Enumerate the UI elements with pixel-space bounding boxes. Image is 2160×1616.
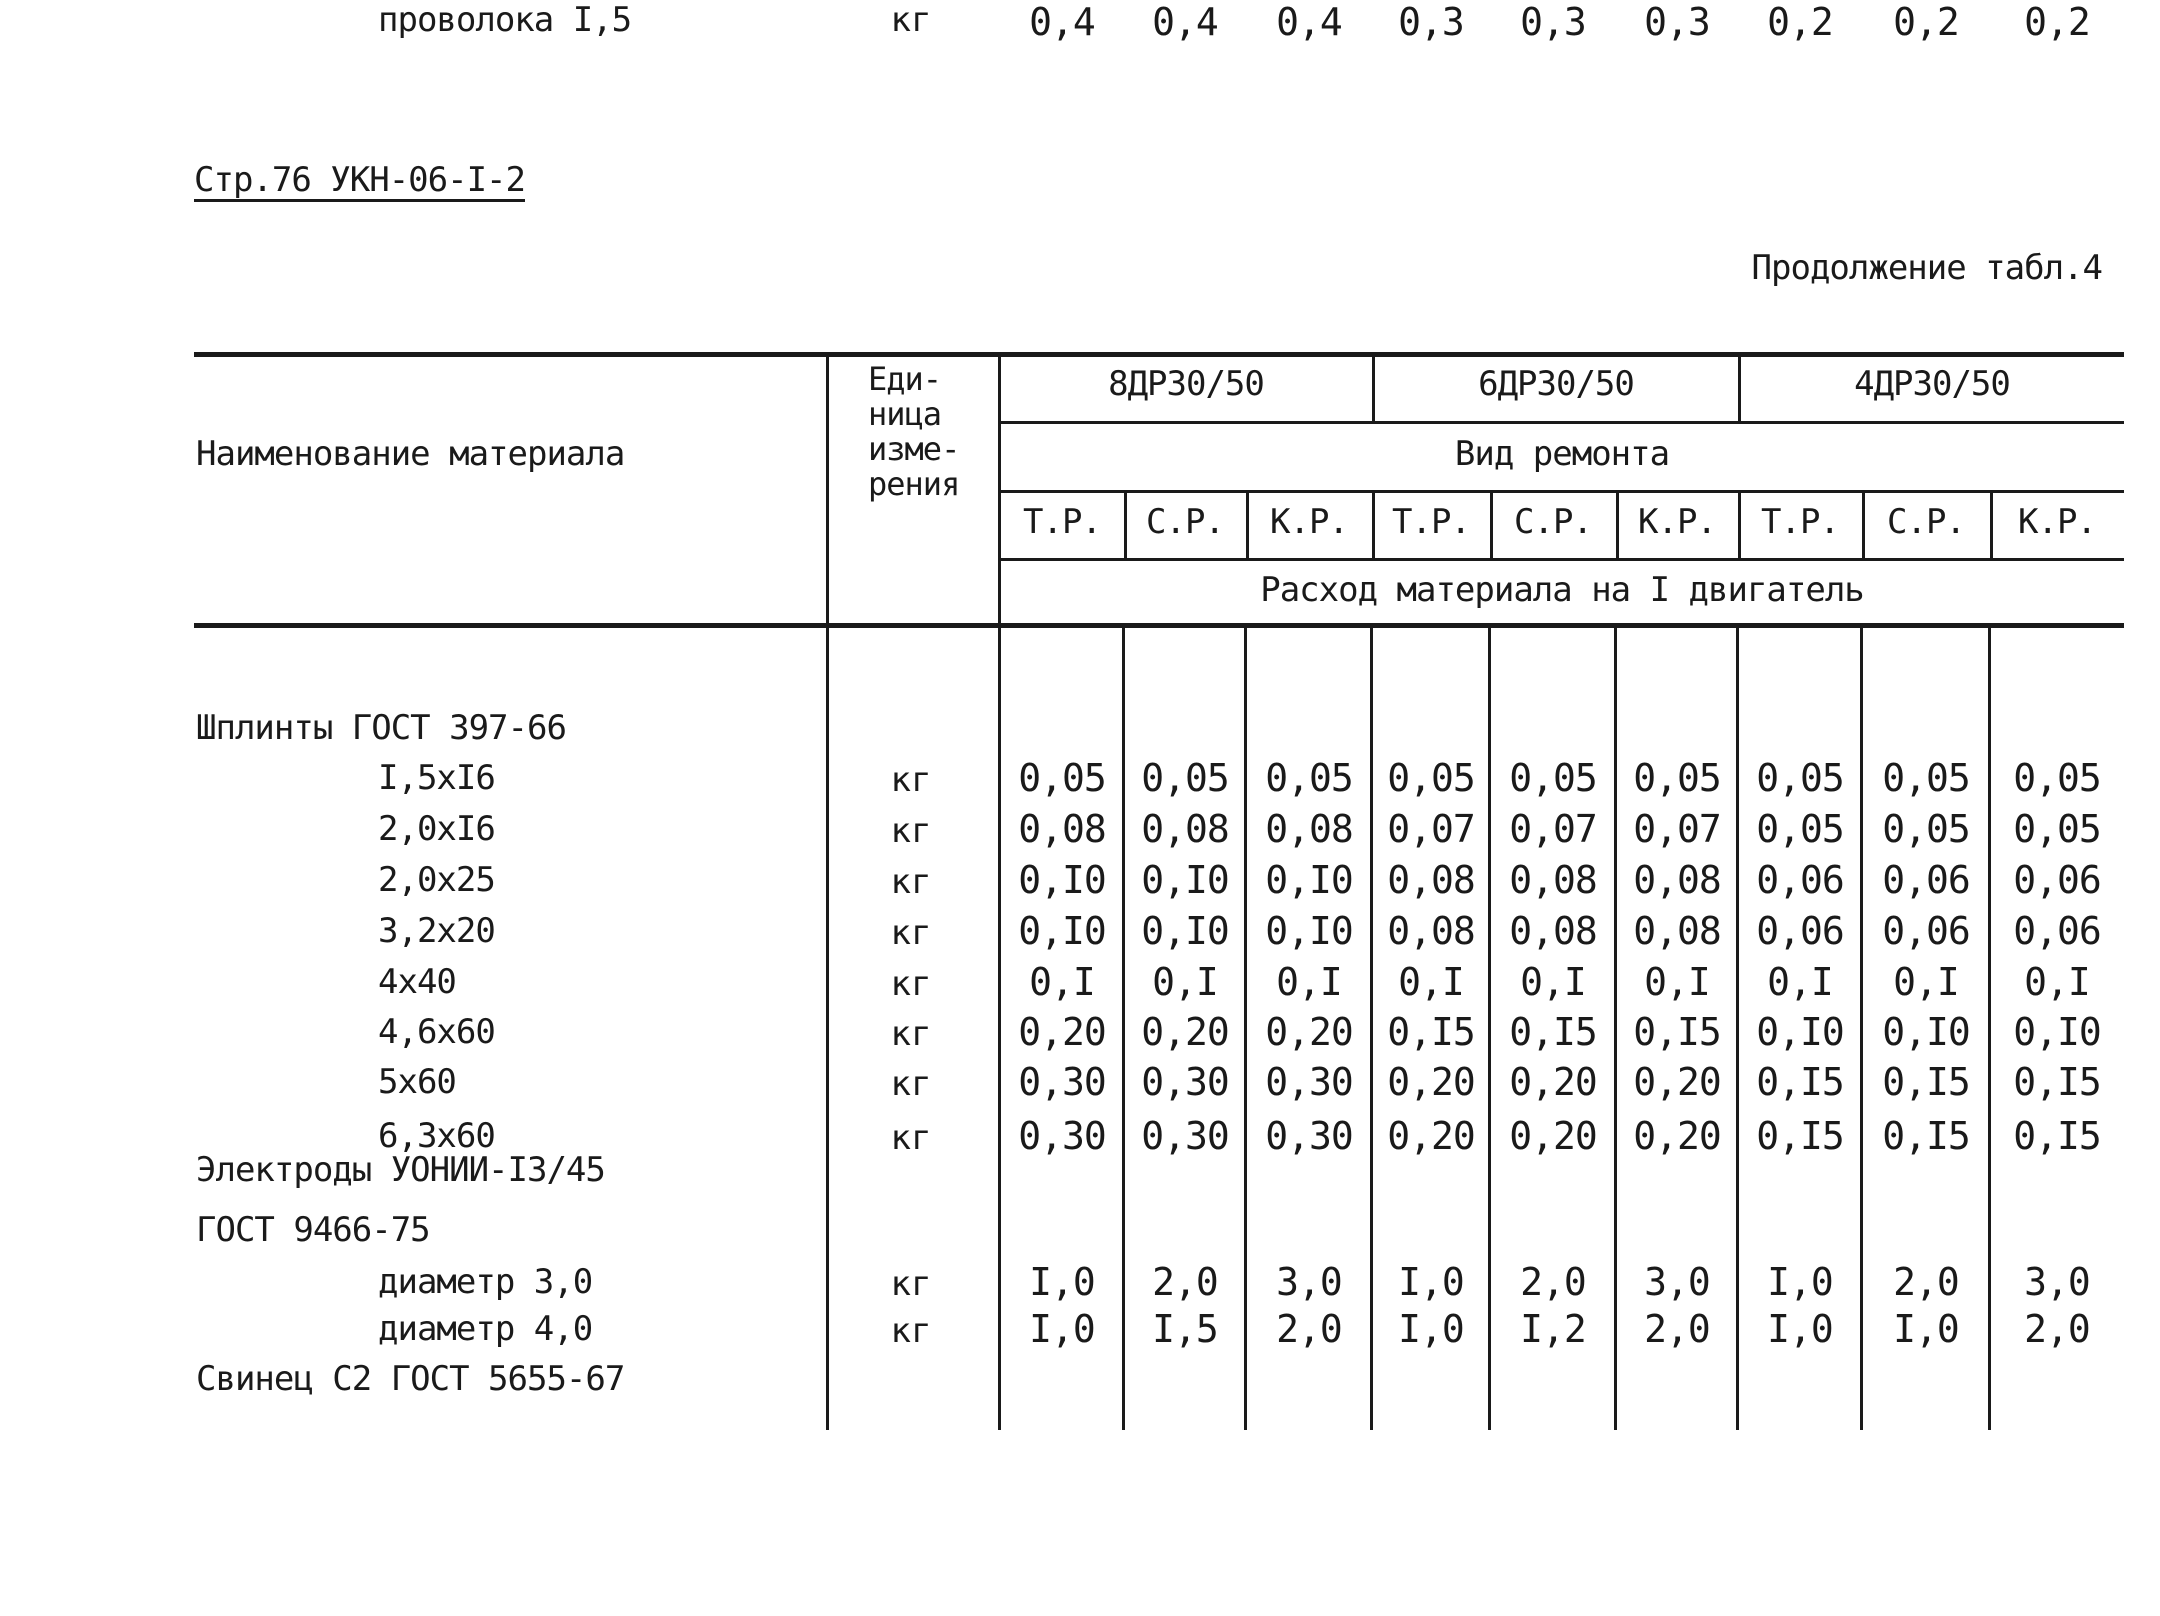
- table-top-rule: [194, 352, 2124, 357]
- material-item-name: 4,6х60: [378, 1012, 495, 1052]
- value-cell: 0,05: [1633, 756, 1721, 800]
- repair-type-cell: К.Р.: [1270, 502, 1348, 542]
- value-cell: 0,05: [2013, 807, 2101, 851]
- value-cell: 0,20: [1018, 1010, 1106, 1054]
- value-cell: I,2: [1520, 1307, 1586, 1351]
- value-cell: 0,05: [1018, 756, 1106, 800]
- value-cell: 0,07: [1633, 807, 1721, 851]
- value-cell: 3,0: [1644, 1260, 1710, 1304]
- value-cell: 0,07: [1509, 807, 1597, 851]
- body-column-rule: [1370, 628, 1373, 1430]
- repair-type-separator: [1862, 490, 1865, 561]
- value-cell: 0,08: [1141, 807, 1229, 851]
- value-cell: 0,I5: [2013, 1060, 2101, 1104]
- body-column-rule: [1736, 628, 1739, 1430]
- value-cell: 2,0: [1276, 1307, 1342, 1351]
- body-column-rule: [1244, 628, 1247, 1430]
- engine-header-rule: [1000, 421, 2124, 424]
- value-cell: 0,20: [1633, 1114, 1721, 1158]
- table-header-bottom-rule: [194, 623, 2124, 628]
- value-cell: 0,30: [1141, 1114, 1229, 1158]
- value-cell: 0,I0: [1141, 858, 1229, 902]
- value-cell: 0,30: [1265, 1114, 1353, 1158]
- value-cell: 0,I0: [1018, 909, 1106, 953]
- value-cell: I,0: [1029, 1260, 1095, 1304]
- value-cell: 0,I5: [1756, 1114, 1844, 1158]
- body-column-rule: [1988, 628, 1991, 1430]
- value-cell: 0,2: [2024, 0, 2090, 44]
- value-cell: 0,2: [1767, 0, 1833, 44]
- value-cell: 0,I5: [2013, 1114, 2101, 1158]
- value-cell: 0,I5: [1633, 1010, 1721, 1054]
- value-cell: 0,I5: [1509, 1010, 1597, 1054]
- engine-header-2: 6ДР30/50: [1478, 364, 1634, 404]
- value-cell: I,0: [1398, 1307, 1464, 1351]
- material-item-name: 6,3х60: [378, 1116, 495, 1156]
- unit-cell: кг: [890, 0, 932, 40]
- value-cell: 0,I: [1893, 960, 1959, 1004]
- value-cell: 0,30: [1018, 1114, 1106, 1158]
- body-column-rule: [826, 628, 829, 1430]
- material-column-header: Наименование материала: [196, 434, 625, 474]
- value-cell: 2,0: [1644, 1307, 1710, 1351]
- material-item-name: 2,0х25: [378, 860, 495, 900]
- unit-cell: кг: [890, 1264, 932, 1304]
- value-cell: 0,I5: [1882, 1060, 1970, 1104]
- value-cell: I,0: [1893, 1307, 1959, 1351]
- repair-type-separator: [1490, 490, 1493, 561]
- value-cell: 0,I: [1644, 960, 1710, 1004]
- value-cell: 0,4: [1152, 0, 1218, 44]
- unit-column-header: Еди- ница изме- рения: [868, 360, 960, 503]
- unit-cell: кг: [890, 811, 932, 851]
- unit-cell: кг: [890, 1118, 932, 1158]
- consumption-header: Расход материала на I двигатель: [1260, 570, 1864, 610]
- value-cell: 0,I5: [1882, 1114, 1970, 1158]
- repair-type-separator: [1616, 490, 1619, 561]
- value-cell: 0,I: [2024, 960, 2090, 1004]
- value-cell: 0,I: [1276, 960, 1342, 1004]
- unit-cell: кг: [890, 760, 932, 800]
- body-column-rule: [1488, 628, 1491, 1430]
- value-cell: 0,I: [1767, 960, 1833, 1004]
- value-cell: 0,30: [1018, 1060, 1106, 1104]
- engine-header-1: 8ДР30/50: [1108, 364, 1264, 404]
- material-group-name: Электроды УОНИИ-I3/45: [196, 1150, 605, 1190]
- body-column-rule: [1860, 628, 1863, 1430]
- material-item-name: 5х60: [378, 1062, 456, 1102]
- value-cell: 0,05: [2013, 756, 2101, 800]
- value-cell: 0,06: [2013, 909, 2101, 953]
- material-item-name: 2,0хI6: [378, 809, 495, 849]
- page-header: Стр.76 УКН-06-I-2: [194, 160, 525, 200]
- value-cell: 0,30: [1141, 1060, 1229, 1104]
- value-cell: 0,4: [1276, 0, 1342, 44]
- value-cell: 0,20: [1387, 1060, 1475, 1104]
- unit-cell: кг: [890, 964, 932, 1004]
- repair-type-cell: С.Р.: [1146, 502, 1224, 542]
- value-cell: 0,3: [1520, 0, 1586, 44]
- value-cell: 0,I: [1398, 960, 1464, 1004]
- body-column-rule: [998, 628, 1001, 1430]
- unit-cell: кг: [890, 1014, 932, 1054]
- value-cell: 0,05: [1265, 756, 1353, 800]
- value-cell: 0,I: [1152, 960, 1218, 1004]
- value-cell: 0,05: [1509, 756, 1597, 800]
- material-group-name: Шплинты ГОСТ 397-66: [196, 708, 566, 748]
- value-cell: I,0: [1398, 1260, 1464, 1304]
- value-cell: 0,I0: [1882, 1010, 1970, 1054]
- value-cell: 0,I0: [1756, 1010, 1844, 1054]
- value-cell: 0,05: [1387, 756, 1475, 800]
- material-item-name: проволока I,5: [378, 0, 632, 40]
- value-cell: 0,20: [1265, 1010, 1353, 1054]
- repair-type-cell: К.Р.: [2018, 502, 2096, 542]
- value-cell: 0,20: [1387, 1114, 1475, 1158]
- value-cell: 2,0: [1893, 1260, 1959, 1304]
- body-column-rule: [1614, 628, 1617, 1430]
- value-cell: I,5: [1152, 1307, 1218, 1351]
- material-item-name: диаметр 3,0: [378, 1262, 593, 1302]
- value-cell: 0,08: [1387, 858, 1475, 902]
- repair-type-separator: [1246, 490, 1249, 561]
- value-cell: I,0: [1029, 1307, 1095, 1351]
- value-cell: 0,08: [1265, 807, 1353, 851]
- value-cell: 0,2: [1893, 0, 1959, 44]
- repair-type-header: Вид ремонта: [1454, 434, 1670, 474]
- repair-type-cell: Т.Р.: [1761, 502, 1839, 542]
- value-cell: 0,08: [1633, 909, 1721, 953]
- value-cell: I,0: [1767, 1260, 1833, 1304]
- value-cell: 0,I: [1029, 960, 1095, 1004]
- value-cell: I,0: [1767, 1307, 1833, 1351]
- value-cell: 0,05: [1141, 756, 1229, 800]
- value-cell: 2,0: [2024, 1307, 2090, 1351]
- value-cell: 3,0: [1276, 1260, 1342, 1304]
- value-cell: 0,06: [1882, 909, 1970, 953]
- repair-type-cell: Т.Р.: [1392, 502, 1470, 542]
- repair-type-separator: [1990, 490, 1993, 561]
- unit-cell: кг: [890, 862, 932, 902]
- engine-header-3: 4ДР30/50: [1854, 364, 2010, 404]
- material-item-name: 3,2х20: [378, 911, 495, 951]
- value-cell: 0,20: [1141, 1010, 1229, 1054]
- value-cell: 0,3: [1398, 0, 1464, 44]
- value-cell: 0,05: [1882, 807, 1970, 851]
- value-cell: 0,4: [1029, 0, 1095, 44]
- value-cell: 0,08: [1387, 909, 1475, 953]
- value-cell: 0,I: [1520, 960, 1586, 1004]
- value-cell: 0,20: [1509, 1060, 1597, 1104]
- repair-type-separator: [1372, 490, 1375, 561]
- value-cell: 0,08: [1509, 858, 1597, 902]
- material-group-name: Свинец С2 ГОСТ 5655-67: [196, 1359, 625, 1399]
- value-cell: 0,06: [2013, 858, 2101, 902]
- value-cell: 0,I5: [1756, 1060, 1844, 1104]
- value-cell: 0,I5: [1387, 1010, 1475, 1054]
- body-column-rule: [1122, 628, 1125, 1430]
- value-cell: 0,06: [1756, 858, 1844, 902]
- continuation-label: Продолжение табл.4: [1751, 248, 2102, 288]
- repair-type-cell: Т.Р.: [1023, 502, 1101, 542]
- value-cell: 2,0: [1520, 1260, 1586, 1304]
- value-cell: 0,I0: [1018, 858, 1106, 902]
- repair-types-rule: [1000, 558, 2124, 561]
- material-column-rule: [826, 352, 829, 628]
- value-cell: 0,I0: [2013, 1010, 2101, 1054]
- repair-type-separator: [1738, 490, 1741, 561]
- unit-cell: кг: [890, 1064, 932, 1104]
- value-cell: 0,05: [1882, 756, 1970, 800]
- value-cell: 0,I0: [1141, 909, 1229, 953]
- unit-cell: кг: [890, 1311, 932, 1351]
- value-cell: 0,05: [1756, 756, 1844, 800]
- value-cell: 0,06: [1882, 858, 1970, 902]
- value-cell: 0,30: [1265, 1060, 1353, 1104]
- repair-type-separator: [1124, 490, 1127, 561]
- unit-cell: кг: [890, 913, 932, 953]
- value-cell: 0,3: [1644, 0, 1710, 44]
- repair-type-cell: С.Р.: [1887, 502, 1965, 542]
- material-item-name: диаметр 4,0: [378, 1309, 593, 1349]
- material-item-name: 4х40: [378, 962, 456, 1002]
- material-group-name: ГОСТ 9466-75: [196, 1210, 430, 1250]
- value-cell: 2,0: [1152, 1260, 1218, 1304]
- value-cell: 0,I0: [1265, 909, 1353, 953]
- value-cell: 0,I0: [1265, 858, 1353, 902]
- value-cell: 0,05: [1756, 807, 1844, 851]
- value-cell: 0,08: [1018, 807, 1106, 851]
- material-item-name: I,5хI6: [378, 758, 495, 798]
- repair-header-rule: [1000, 490, 2124, 493]
- value-cell: 0,20: [1633, 1060, 1721, 1104]
- value-cell: 0,06: [1756, 909, 1844, 953]
- value-cell: 3,0: [2024, 1260, 2090, 1304]
- repair-type-cell: К.Р.: [1638, 502, 1716, 542]
- repair-type-cell: С.Р.: [1514, 502, 1592, 542]
- value-cell: 0,08: [1633, 858, 1721, 902]
- value-cell: 0,08: [1509, 909, 1597, 953]
- value-cell: 0,20: [1509, 1114, 1597, 1158]
- value-cell: 0,07: [1387, 807, 1475, 851]
